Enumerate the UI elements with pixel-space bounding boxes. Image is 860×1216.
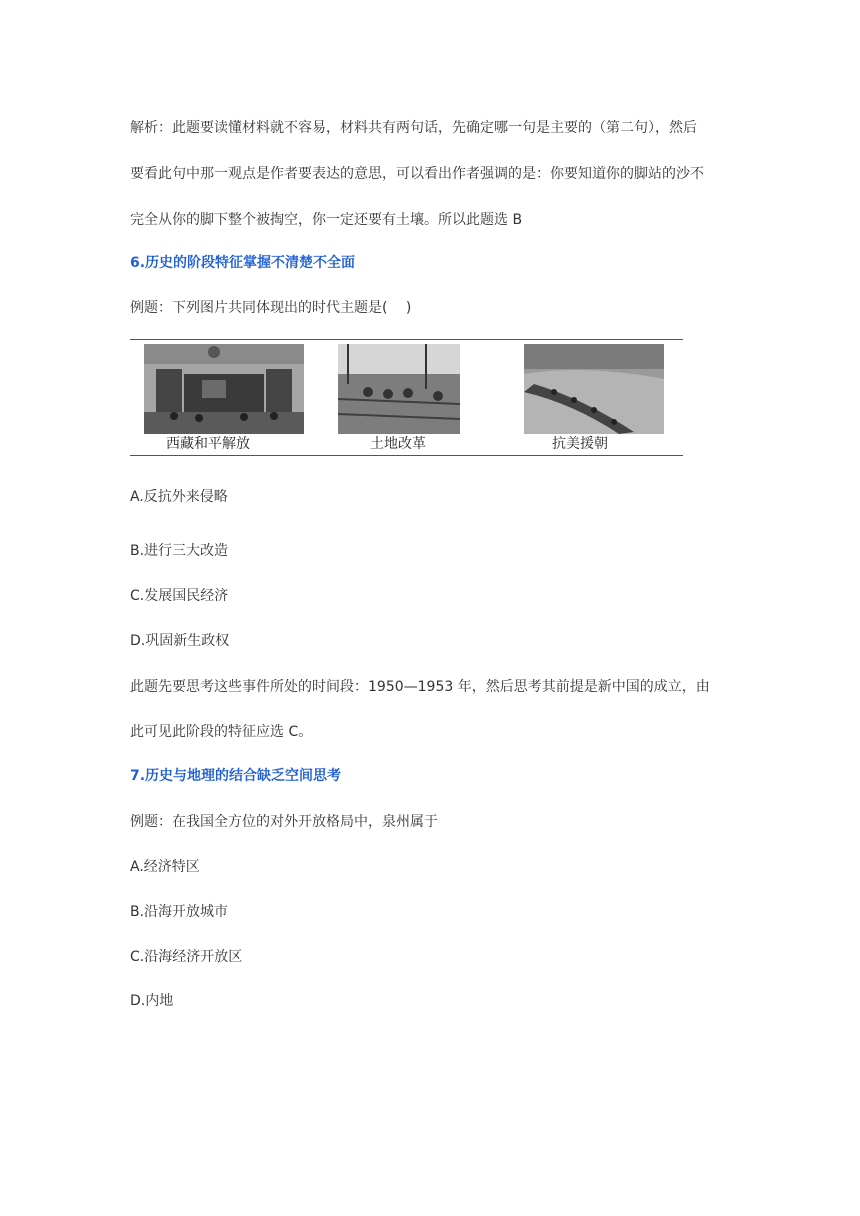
section-7-option-c: C.沿海经济开放区 [130, 949, 243, 965]
section-7-heading: 7.历史与地理的结合缺乏空间思考 [130, 768, 342, 784]
caption-land-reform: 土地改革 [370, 436, 426, 452]
photo-tibet-liberation [144, 344, 304, 434]
section-6-explanation-line-1: 此题先要思考这些事件所处的时间段：1950—1953 年，然后思考其前提是新中国的成立，由 [130, 679, 710, 695]
section-6-explanation-line-2: 此可见此阶段的特征应选 C。 [130, 724, 313, 740]
option-a: A.反抗外来侵略 [130, 489, 228, 505]
section-7-option-a: A.经济特区 [130, 859, 200, 875]
section-7-option-b: B.沿海开放城市 [130, 904, 229, 920]
option-b: B.进行三大改造 [130, 543, 229, 559]
photo-land-reform [338, 344, 460, 434]
section-7-option-d: D.内地 [130, 993, 174, 1009]
analysis-line-2: 要看此句中那一观点是作者要表达的意思，可以看出作者强调的是：你要知道你的脚站的沙不 [130, 166, 704, 182]
section-6-question: 例题：下列图片共同体现出的时代主题是( ) [130, 300, 412, 316]
analysis-line-3: 完全从你的脚下整个被掏空，你一定还要有土壤。所以此题选 B [130, 212, 523, 228]
section-6-heading: 6.历史的阶段特征掌握不清楚不全面 [130, 255, 356, 271]
option-c: C.发展国民经济 [130, 588, 229, 604]
option-d: D.巩固新生政权 [130, 633, 230, 649]
caption-tibet-liberation: 西藏和平解放 [166, 436, 250, 452]
caption-resist-us-aid-korea: 抗美援朝 [552, 436, 608, 452]
photo-resist-us-aid-korea [524, 344, 664, 434]
section-7-question: 例题：在我国全方位的对外开放格局中，泉州属于 [130, 814, 438, 830]
analysis-line-1: 解析：此题要读懂材料就不容易，材料共有两句话，先确定哪一句是主要的（第二句），然后 [130, 120, 697, 136]
history-photo-figure [130, 339, 683, 456]
